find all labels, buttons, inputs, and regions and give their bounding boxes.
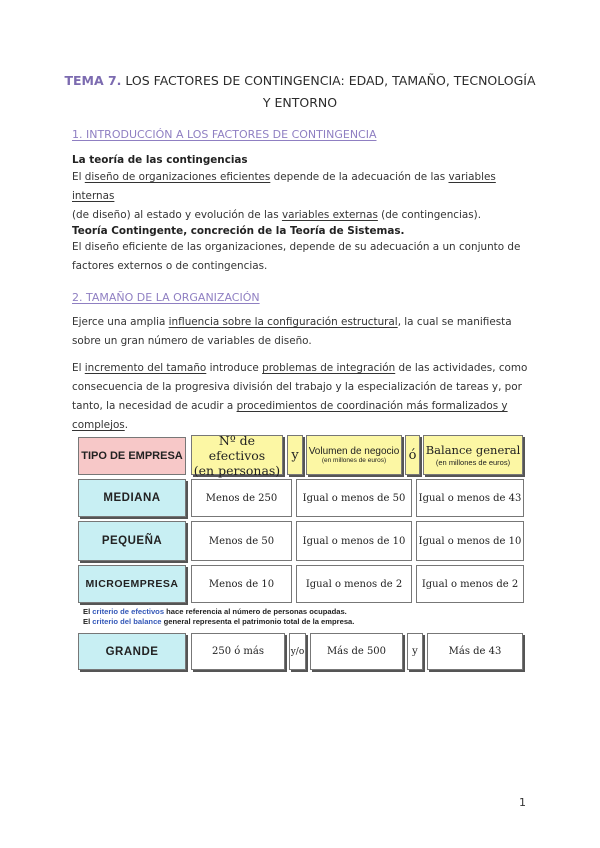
table-note-1: El criterio de efectivos hace referencia al número de personas ocupadas. <box>83 607 347 616</box>
title-prefix: TEMA 7. <box>64 73 122 88</box>
section2-paragraph-1: Ejerce una amplia influencia sobre la configuración estructural, la cual se manifiesta sobre un gran número de variables de diseño. <box>72 316 512 347</box>
row-mediana-efectivos: Menos de 250 <box>191 479 292 517</box>
row-micro-efectivos: Menos de 10 <box>191 565 292 603</box>
row-grande-yo: y/o <box>289 633 306 670</box>
header-y: y <box>287 435 303 475</box>
row-grande-volumen: Más de 500 <box>310 633 403 670</box>
header-o: ó <box>405 435 420 475</box>
header-volumen: Volumen de negocio (en millones de euros) <box>306 435 402 475</box>
section1-subheading-2: Teoría Contingente, concreción de la Teoría de Sistemas. <box>72 225 405 237</box>
page-number: 1 <box>519 796 526 809</box>
row-micro-balance: Igual o menos de 2 <box>416 565 524 603</box>
header-efectivos: Nº de efectivos (en personas) <box>191 435 283 475</box>
row-grande-y: y <box>407 633 423 670</box>
row-grande-balance: Más de 43 <box>427 633 523 670</box>
section1-paragraph-2: El diseño eficiente de las organizaciones, depende de su adecuación a un conjunto de factores externos o de contingencias. <box>72 241 521 272</box>
row-pequena-balance: Igual o menos de 10 <box>416 521 524 561</box>
row-pequena-volumen: Igual o menos de 10 <box>296 521 412 561</box>
section1-paragraph-1: El diseño de organizaciones eficientes depende de la adecuación de las variables internas (de diseño) al estado y evolución de las variables externas (de contingencias). <box>72 171 496 221</box>
row-label-pequena: PEQUEÑA <box>78 521 186 561</box>
header-tipo-empresa: TIPO DE EMPRESA <box>78 437 186 475</box>
row-label-grande: GRANDE <box>78 633 186 670</box>
row-grande-efectivos: 250 ó más <box>191 633 285 670</box>
table-note-2: El criterio del balance general representa el patrimonio total de la empresa. <box>83 617 355 626</box>
row-mediana-balance: Igual o menos de 43 <box>416 479 524 517</box>
row-label-mediana: MEDIANA <box>78 479 186 517</box>
row-mediana-volumen: Igual o menos de 50 <box>296 479 412 517</box>
page-title <box>60 70 540 114</box>
section2-paragraph-2: El incremento del tamaño introduce problemas de integración de las actividades, como consecuencia de la progresiva división del trabajo y la especialización de tareas y, por tanto, la necesidad de acudir a procedimientos de coordinación más formalizados y complejos. <box>72 362 528 431</box>
header-balance: Balance general (en millones de euros) <box>423 435 523 475</box>
section1-subheading-1: La teoría de las contingencias <box>72 154 248 166</box>
title-text: LOS FACTORES DE CONTINGENCIA: EDAD, TAMAÑO, TECNOLOGÍA Y ENTORNO <box>121 73 536 110</box>
section1-heading: 1. INTRODUCCIÓN A LOS FACTORES DE CONTINGENCIA <box>72 128 377 141</box>
row-micro-volumen: Igual o menos de 2 <box>296 565 412 603</box>
row-label-microempresa: MICROEMPRESA <box>78 565 186 603</box>
row-pequena-efectivos: Menos de 50 <box>191 521 292 561</box>
section2-heading: 2. TAMAÑO DE LA ORGANIZACIÓN <box>72 291 260 304</box>
